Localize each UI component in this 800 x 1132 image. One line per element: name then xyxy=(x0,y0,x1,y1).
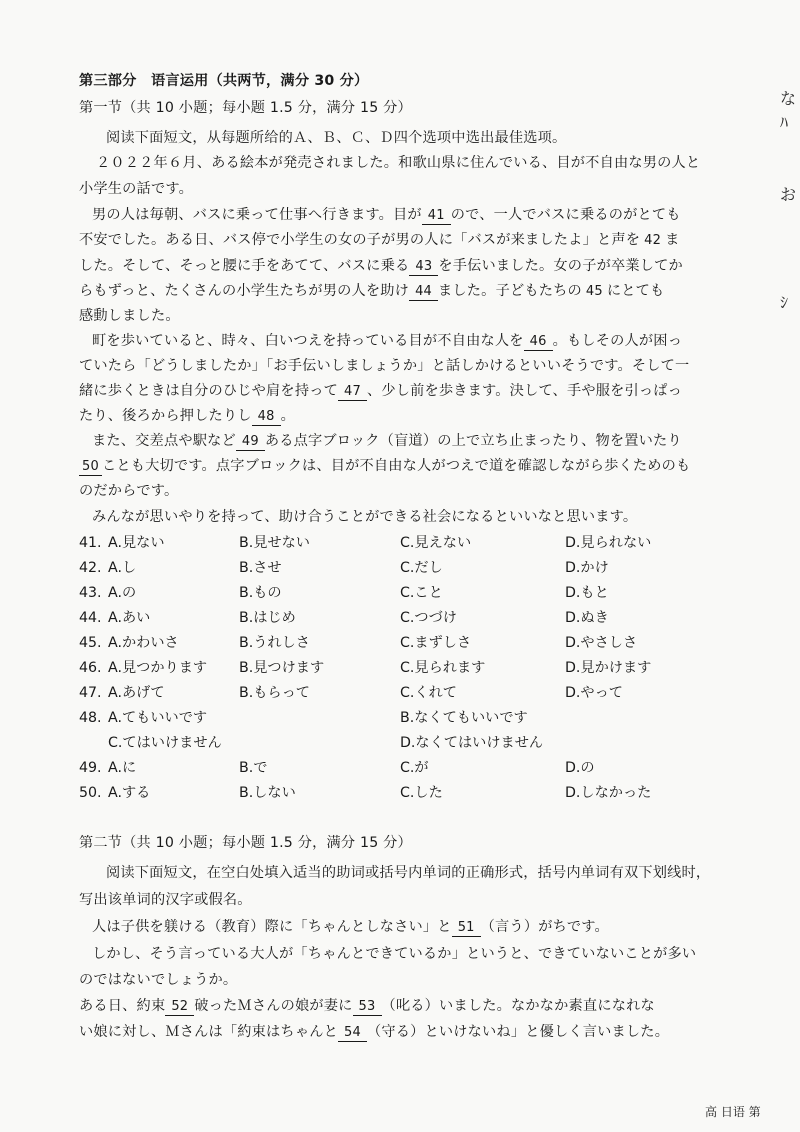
option-c: C.まずしさ xyxy=(400,635,472,651)
option-a: A.てもいいです xyxy=(108,710,208,726)
passage-line xyxy=(79,230,679,251)
option-d: D.もと xyxy=(565,585,609,601)
option-b: B.見せない xyxy=(239,535,310,551)
blank-47: 47 xyxy=(338,384,367,401)
blank-43: 43 xyxy=(409,259,438,276)
option-d: D.しなかった xyxy=(565,785,652,801)
option-a: A.あげて xyxy=(108,685,165,701)
part1-title: 第一节（共 10 小题；每小题 1.5 分，满分 15 分） xyxy=(79,100,412,116)
passage-line xyxy=(79,406,295,426)
option-a: A.の xyxy=(108,585,137,601)
blank-50: 50 xyxy=(79,459,102,476)
question-number: 48. xyxy=(79,710,102,726)
option-a: A.見ない xyxy=(108,535,165,551)
option-a: A.し xyxy=(108,560,137,576)
blank-46: 46 xyxy=(524,334,553,351)
text: 破ったＭさんの娘が妻に xyxy=(194,998,353,1014)
passage-line xyxy=(79,1022,669,1042)
part2-instruction: 阅读下面短文，在空白处填入适当的助词或括号内单词的正确形式，括号内单词有双下划线时， xyxy=(106,865,711,881)
blank-48: 48 xyxy=(252,409,281,426)
option-c: C.が xyxy=(400,760,429,776)
passage-line: ２０２２年６月、ある絵本が発売されました。和歌山県に住んでいる、目が不自由な男の人と xyxy=(96,155,701,171)
option-a: A.あい xyxy=(108,610,151,626)
option-d: D.ぬき xyxy=(565,610,609,626)
question-number: 43. xyxy=(79,585,102,601)
edge-char: ｼ xyxy=(780,293,789,312)
blank-41: 41 xyxy=(422,208,451,225)
text: ことも大切です。点字ブロックは、目が不自由な人がつえで道を確認しながら歩くためのも xyxy=(101,458,691,474)
passage-line: 感動しました。 xyxy=(79,308,180,324)
text: した。そして、そっと腰に手をあてて、バスに乗る xyxy=(79,258,410,274)
text: を手伝いました。女の子が卒業してか xyxy=(438,258,683,274)
passage-line xyxy=(79,456,690,476)
question-number: 47. xyxy=(79,685,102,701)
option-d: D.なくてはいけません xyxy=(400,735,544,751)
passage-line xyxy=(92,331,682,351)
option-c: C.くれて xyxy=(400,685,457,701)
text: また、交差点や駅など xyxy=(92,433,236,449)
page-footer: 高 日语 第 xyxy=(705,1105,761,1119)
option-b: B.しない xyxy=(239,785,296,801)
text: （言う）がちです。 xyxy=(480,919,609,935)
part1-instruction: 阅读下面短文，从每题所给的Ａ、Ｂ、Ｃ、Ｄ四个选项中选出最佳选项。 xyxy=(106,130,567,146)
blank-53: 53 xyxy=(353,999,382,1016)
passage-line: のだからです。 xyxy=(79,483,179,499)
option-a: A.に xyxy=(108,760,137,776)
question-number: 50. xyxy=(79,785,102,801)
blank-54: 54 xyxy=(338,1025,367,1042)
text: ので、一人でバスに乗るのがとても xyxy=(450,207,681,223)
option-a: A.見つかります xyxy=(108,660,208,676)
question-number: 46. xyxy=(79,660,102,676)
option-b: B.見つけます xyxy=(239,660,325,676)
option-b: B.もらって xyxy=(239,685,310,701)
blank-49: 49 xyxy=(236,434,265,451)
question-number: 45. xyxy=(79,635,102,651)
text: 町を歩いていると、時々、白いつえを持っている目が不自由な人を xyxy=(92,333,524,349)
text: 人は子供を躾ける（教育）際に「ちゃんとしなさい」と xyxy=(92,919,452,935)
text: 緒に歩くときは自分のひじや肩を持って xyxy=(79,383,338,399)
passage-line xyxy=(79,281,664,302)
option-b: B.なくてもいいです xyxy=(400,710,528,726)
edge-char: な xyxy=(780,89,797,108)
text: 、少し前を歩きます。決して、手や服を引っぱっ xyxy=(366,383,683,399)
passage-line: しかし、そう言っている大人が「ちゃんとできているか」というと、できていないことが多い xyxy=(92,946,697,962)
blank-44: 44 xyxy=(409,284,438,301)
edge-char: ﾊ xyxy=(780,113,789,132)
option-d: D.やさしさ xyxy=(565,635,638,651)
text: （叱る）いました。なかなか素直になれな xyxy=(381,998,655,1014)
text: 男の人は毎朝、バスに乗って仕事へ行きます。目が xyxy=(92,207,422,223)
text: らもずっと、たくさんの小学生たちが男の人を助け xyxy=(79,283,410,299)
option-b: B.させ xyxy=(239,560,282,576)
option-b: B.うれしさ xyxy=(239,635,310,651)
option-c: C.見えない xyxy=(400,535,472,551)
blank-52: 52 xyxy=(165,999,194,1016)
option-a: A.かわいさ xyxy=(108,635,179,651)
passage-line: のではないでしょうか。 xyxy=(79,972,238,988)
text: ある点字ブロック（盲道）の上で立ち止まったり、物を置いたり xyxy=(264,433,682,449)
text: ある日、約束 xyxy=(79,998,166,1014)
text: にとても xyxy=(606,283,665,299)
text: い娘に対し、Ｍさんは「約束はちゃんと xyxy=(79,1024,338,1040)
passage-line xyxy=(79,381,682,401)
option-d: D.の xyxy=(565,760,595,776)
passage-line xyxy=(79,996,655,1016)
option-c: C.こと xyxy=(400,585,443,601)
question-number: 49. xyxy=(79,760,102,776)
passage-line xyxy=(92,917,609,937)
edge-char: お xyxy=(780,185,797,204)
text: 。 xyxy=(280,408,295,424)
text: たり、後ろから押したりし xyxy=(79,408,252,424)
option-c: C.した xyxy=(400,785,443,801)
option-c: C.てはいけません xyxy=(108,735,222,751)
option-b: B.で xyxy=(239,760,268,776)
passage-line xyxy=(79,256,683,276)
question-number: 44. xyxy=(79,610,102,626)
section-title: 第三部分 语言运用（共两节，满分 30 分） xyxy=(79,73,369,89)
option-c: C.見られます xyxy=(400,660,486,676)
text: ました。子どもたちの xyxy=(438,283,582,299)
part2-instruction: 写出该单词的汉字或假名。 xyxy=(79,892,252,908)
passage-line: ていたら「どうしましたか」「お手伝いしましょうか」と話しかけるといいそうです。そして一 xyxy=(79,358,690,374)
passage-line xyxy=(92,205,681,225)
blank-51: 51 xyxy=(452,920,481,937)
text: （守る）といけないね」と優しく言いました。 xyxy=(366,1024,670,1040)
question-number: 41. xyxy=(79,535,102,551)
option-d: D.見かけます xyxy=(565,660,652,676)
question-number: 42. xyxy=(79,560,102,576)
option-d: D.かけ xyxy=(565,560,609,576)
option-d: D.見られない xyxy=(565,535,652,551)
passage-line xyxy=(92,431,682,451)
text: 不安でした。ある日、バス停で小学生の女の子が男の人に「バスが来ましたよ」と声を xyxy=(79,232,641,248)
passage-line: みんなが思いやりを持って、助け合うことができる社会になるといいなと思います。 xyxy=(92,509,638,525)
part2-title: 第二节（共 10 小题；每小题 1.5 分，满分 15 分） xyxy=(79,835,412,851)
option-b: B.はじめ xyxy=(239,610,296,626)
text: ま xyxy=(665,232,680,248)
option-b: B.もの xyxy=(239,585,282,601)
option-a: A.する xyxy=(108,785,151,801)
option-d: D.やって xyxy=(565,685,623,701)
option-c: C.だし xyxy=(400,560,443,576)
option-c: C.つづけ xyxy=(400,610,457,626)
blank-42: 42 xyxy=(644,233,662,248)
text: 。もしその人が困っ xyxy=(552,333,683,349)
passage-line: 小学生の話です。 xyxy=(79,181,193,197)
blank-45: 45 xyxy=(585,284,603,299)
